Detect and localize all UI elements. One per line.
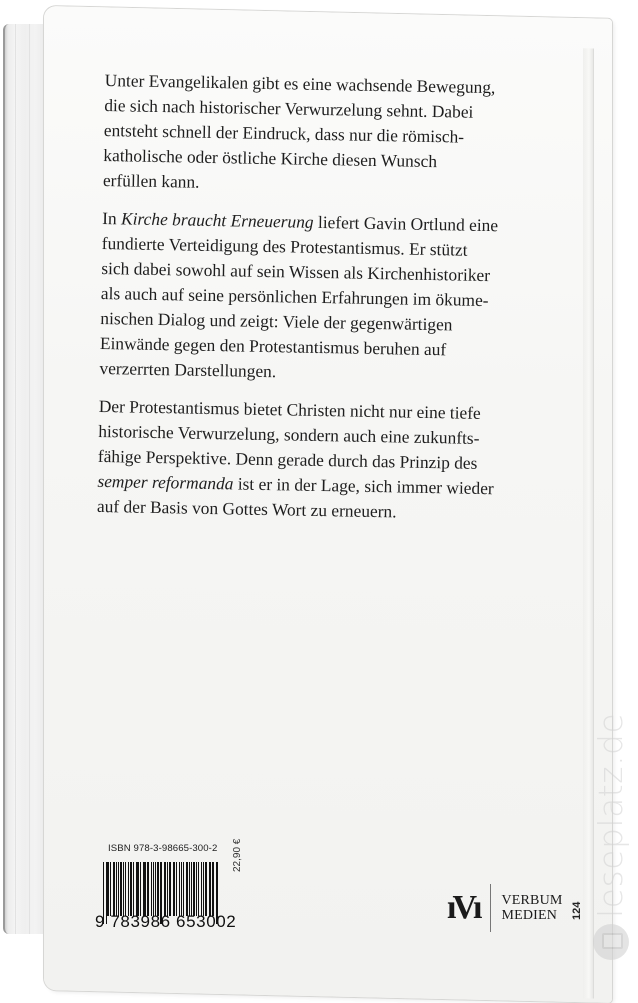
- barcode-bar: [113, 862, 115, 916]
- barcode-digits: 9 783986 653002: [95, 912, 237, 931]
- barcode-bar: [183, 862, 184, 916]
- barcode-bar: [201, 862, 202, 916]
- blurb-text: [96, 68, 584, 541]
- barcode-bar: [179, 862, 180, 916]
- verbum-medien-logo-icon: ıVı: [447, 889, 479, 926]
- barcode-bar: [125, 862, 126, 916]
- price-label: 22,90 €: [232, 838, 243, 872]
- barcode-bar: [205, 862, 207, 916]
- barcode-bar: [151, 862, 152, 916]
- barcode-bar: [210, 862, 211, 916]
- barcode-bar: [153, 862, 154, 916]
- page-ridge: [15, 24, 16, 934]
- barcode-bar: [130, 862, 132, 916]
- barcode-bar: [120, 862, 121, 916]
- barcode-bar: [164, 862, 166, 916]
- barcode-bar: [107, 862, 108, 916]
- barcode-bar: [128, 862, 129, 916]
- barcode-bar: [116, 862, 117, 916]
- barcode-bar: [110, 862, 111, 916]
- blurb-paragraph-1: Unter Evangelikalen gibt es eine wachsende Bewegung, die sich nach historischer Verwurzelung sehnt. Dabei entsteht schnell der Eindruck, dass nur die römisch- katholische oder östliche Kirche diesen Wunsch erfüllen kann.: [102, 69, 496, 192]
- barcode-bar: [133, 862, 134, 916]
- page-count: 124: [571, 901, 583, 920]
- barcode-bar: [144, 862, 145, 916]
- barcode-bar: [196, 862, 197, 916]
- barcode-bar: [181, 862, 182, 916]
- barcode-bar: [137, 862, 138, 916]
- barcode-bar: [176, 862, 177, 916]
- book-title-italic: Kirche braucht Erneuerung: [120, 208, 314, 232]
- watermark-text: leseplatz.de: [591, 712, 630, 918]
- blurb-paragraph-3: Der Protestantismus bietet Christen nicht nur eine tiefe historische Verwurzelung, sondern auch eine zukunfts- fähige Perspektive. Denn gerade durch das Prinzip des semper reformanda ist er in der Lage, sich immer wieder auf der Basis von Gottes Wort zu erneuern.: [96, 395, 494, 522]
- barcode-bar: [203, 862, 204, 916]
- barcode-bar: [118, 862, 119, 916]
- barcode-bar: [191, 862, 192, 916]
- barcode-bar: [155, 862, 156, 916]
- page-ridge: [29, 24, 30, 934]
- watermark: [591, 713, 630, 960]
- barcode-bar: [212, 862, 213, 916]
- logo-divider: [490, 884, 491, 932]
- latin-phrase-italic: semper reformanda: [97, 470, 234, 494]
- barcode-bar: [174, 862, 175, 916]
- barcode-bar: [157, 862, 158, 916]
- barcode-bar: [136, 862, 137, 916]
- isbn-label: ISBN 978-3-98665-300-2: [108, 843, 218, 854]
- publisher-name: VERBUM MEDIEN: [501, 893, 563, 923]
- barcode-bar: [173, 862, 174, 916]
- barcode-bar: [198, 862, 199, 916]
- book-icon: [593, 924, 629, 960]
- barcode-bar: [140, 862, 141, 916]
- barcode-bar: [123, 862, 124, 916]
- barcode-bar: [193, 862, 194, 916]
- barcode-bar: [143, 862, 144, 916]
- barcode-bar: [189, 862, 190, 916]
- barcode-bar: [209, 862, 210, 916]
- barcode-bar: [186, 862, 188, 916]
- barcode-bar: [167, 862, 168, 916]
- barcode-bar: [169, 862, 170, 916]
- publisher-logo: [447, 884, 563, 932]
- barcode-bar: [147, 862, 149, 916]
- blurb-paragraph-2: In Kirche braucht Erneuerung liefert Gavin Ortlund eine fundierte Verteidigung des Protestantismus. Er stützt sich dabei sowohl auf sein Wissen als Kirchenhistoriker als auch auf seine persönlichen Erfahrungen im ökume- nischen Dialog und zeigt: Viele der gegenwärtigen Einwände gegen den Protestantismus beruhen auf verzerrten Darstellungen.: [99, 207, 499, 382]
